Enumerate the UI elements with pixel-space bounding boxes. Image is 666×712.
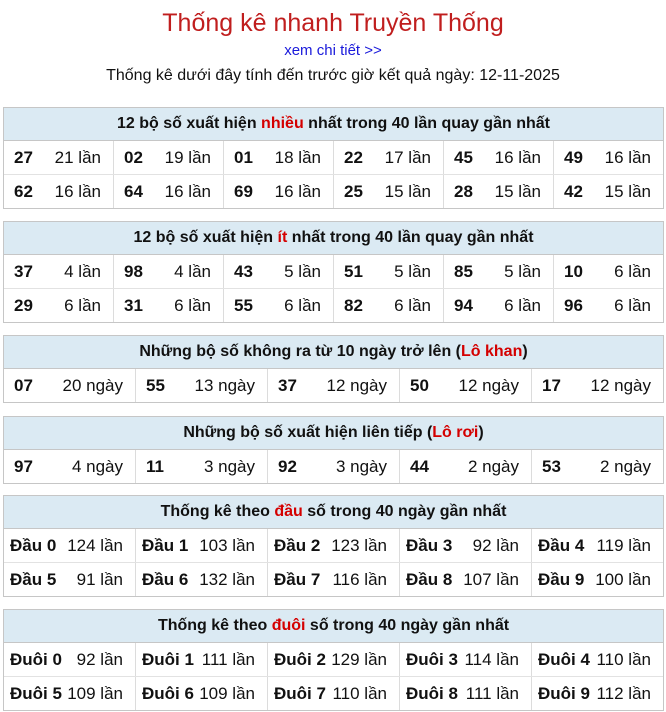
stat-number: 45 <box>454 147 473 167</box>
stat-count: 3 ngày <box>335 456 387 476</box>
section-header <box>4 417 663 450</box>
stat-count: 19 lần <box>164 147 211 167</box>
stat-count: 5 lần <box>504 261 541 281</box>
stat-number: 01 <box>234 147 253 167</box>
stat-count: 16 lần <box>54 181 101 201</box>
section-header <box>4 222 663 255</box>
stat-count: 110 lần <box>596 649 651 669</box>
stat-cell <box>4 529 135 562</box>
stat-cell <box>553 255 663 288</box>
stat-cell <box>443 289 553 322</box>
stat-cell <box>135 450 267 483</box>
stat-count: 91 lần <box>76 569 123 589</box>
stat-count: 4 lần <box>64 261 101 281</box>
stat-count: 109 lần <box>67 683 123 703</box>
stat-cell <box>4 289 113 322</box>
stat-cell <box>399 529 531 562</box>
stat-cell <box>531 643 663 676</box>
stat-number: 37 <box>278 375 297 395</box>
stat-number: Đuôi 6 <box>142 683 194 703</box>
stat-number: 96 <box>564 295 583 315</box>
stat-cell <box>4 175 113 208</box>
stat-cell <box>135 529 267 562</box>
stat-count: 109 lần <box>199 683 255 703</box>
stat-number: Đầu 7 <box>274 569 321 589</box>
stat-cell <box>553 289 663 322</box>
stat-cell <box>267 677 399 710</box>
duoi-stats-section <box>3 609 664 711</box>
stat-cell <box>4 255 113 288</box>
stat-cell <box>333 289 443 322</box>
section-title-highlight: đuôi <box>271 617 306 634</box>
stat-count: 100 lần <box>595 569 651 589</box>
stat-number: Đầu 8 <box>406 569 453 589</box>
stat-count: 6 lần <box>394 295 431 315</box>
section-title-part: 12 bộ số xuất hiện <box>117 115 262 132</box>
stat-count: 114 lần <box>464 649 519 669</box>
stat-count: 12 ngày <box>458 375 519 395</box>
stats-row <box>4 562 663 596</box>
stat-number: Đuôi 0 <box>10 649 62 669</box>
stats-row <box>4 369 663 402</box>
stat-cell <box>223 141 333 174</box>
stat-count: 6 lần <box>174 295 211 315</box>
stat-number: Đuôi 2 <box>274 649 326 669</box>
least-frequent-section <box>3 221 664 323</box>
stat-number: 50 <box>410 375 429 395</box>
section-header <box>4 336 663 369</box>
stat-number: 37 <box>14 261 33 281</box>
stat-count: 4 lần <box>174 261 211 281</box>
stat-number: Đầu 9 <box>538 569 585 589</box>
stat-number: Đuôi 5 <box>10 683 62 703</box>
stat-number: 31 <box>124 295 143 315</box>
most-frequent-section <box>3 107 664 209</box>
stat-count: 15 lần <box>494 181 541 201</box>
stat-cell <box>333 175 443 208</box>
stat-cell <box>399 563 531 596</box>
stat-count: 111 lần <box>201 649 255 669</box>
stat-count: 6 lần <box>284 295 321 315</box>
stat-count: 92 lần <box>76 649 123 669</box>
stat-count: 6 lần <box>614 261 651 281</box>
stat-count: 15 lần <box>384 181 431 201</box>
stat-count: 2 ngày <box>467 456 519 476</box>
stat-count: 6 lần <box>614 295 651 315</box>
stat-cell <box>4 563 135 596</box>
stat-number: 98 <box>124 261 143 281</box>
stat-count: 13 ngày <box>194 375 255 395</box>
section-title-part: ) <box>478 424 484 441</box>
stat-number: Đuôi 3 <box>406 649 458 669</box>
stat-count: 4 ngày <box>71 456 123 476</box>
stat-number: 92 <box>278 456 297 476</box>
stat-cell <box>267 450 399 483</box>
stat-number: 53 <box>542 456 561 476</box>
stats-row <box>4 288 663 322</box>
stat-cell <box>399 450 531 483</box>
stat-number: 10 <box>564 261 583 281</box>
section-title-part: nhất trong 40 lần quay gần nhất <box>303 115 550 132</box>
stat-count: 107 lần <box>463 569 519 589</box>
stat-count: 15 lần <box>604 181 651 201</box>
stat-cell <box>113 289 223 322</box>
lo-roi-section <box>3 416 664 484</box>
stat-count: 119 lần <box>596 535 651 555</box>
subtitle: Thống kê dưới đây tính đến trước giờ kết quả ngày: 12-11-2025 <box>106 67 560 84</box>
stat-cell <box>553 175 663 208</box>
stat-cell <box>531 563 663 596</box>
stat-count: 112 lần <box>596 683 651 703</box>
lo-khan-section <box>3 335 664 403</box>
section-title-highlight: đầu <box>274 503 303 520</box>
stat-count: 16 lần <box>164 181 211 201</box>
stat-cell <box>399 369 531 402</box>
stat-number: 55 <box>234 295 253 315</box>
section-title-part: Thống kê theo <box>160 503 275 520</box>
stat-cell <box>531 677 663 710</box>
stat-number: 11 <box>146 456 164 476</box>
stat-number: Đuôi 8 <box>406 683 458 703</box>
stats-row <box>4 643 663 676</box>
stat-cell <box>113 175 223 208</box>
stat-number: Đuôi 4 <box>538 649 590 669</box>
stat-number: 97 <box>14 456 33 476</box>
stat-number: 69 <box>234 181 253 201</box>
stat-number: Đầu 5 <box>10 569 57 589</box>
stat-number: 94 <box>454 295 473 315</box>
stat-number: 64 <box>124 181 143 201</box>
stat-count: 12 ngày <box>326 375 387 395</box>
stat-number: Đầu 2 <box>274 535 321 555</box>
stat-cell <box>4 369 135 402</box>
section-title-part: số trong 40 ngày gần nhất <box>302 503 507 520</box>
stat-cell <box>267 529 399 562</box>
stat-number: 42 <box>564 181 583 201</box>
stat-count: 17 lần <box>384 147 431 167</box>
stat-cell <box>531 529 663 562</box>
stats-row <box>4 141 663 174</box>
section-title-part: nhất trong 40 lần quay gần nhất <box>287 229 534 246</box>
stat-count: 123 lần <box>331 535 387 555</box>
stat-cell <box>553 141 663 174</box>
page-title: Thống kê nhanh Truyền Thống <box>162 9 504 37</box>
stat-cell <box>443 141 553 174</box>
stat-number: 17 <box>542 375 561 395</box>
stat-cell <box>223 255 333 288</box>
stat-count: 6 lần <box>504 295 541 315</box>
stat-count: 129 lần <box>331 649 387 669</box>
section-title-part: Thống kê theo <box>157 617 272 634</box>
stat-number: 62 <box>14 181 33 201</box>
stat-count: 5 lần <box>284 261 321 281</box>
section-title-part: ) <box>522 343 528 360</box>
stat-cell <box>443 255 553 288</box>
stat-number: 49 <box>564 147 583 167</box>
stat-number: 02 <box>124 147 143 167</box>
stats-row <box>4 255 663 288</box>
stat-cell <box>4 677 135 710</box>
stat-cell <box>531 369 663 402</box>
stat-number: 29 <box>14 295 33 315</box>
stat-cell <box>399 643 531 676</box>
section-title-part: 12 bộ số xuất hiện <box>133 229 278 246</box>
stat-number: Đầu 3 <box>406 535 453 555</box>
stat-count: 18 lần <box>274 147 321 167</box>
stat-cell <box>531 450 663 483</box>
stat-count: 21 lần <box>54 147 101 167</box>
stat-cell <box>135 369 267 402</box>
stat-count: 16 lần <box>494 147 541 167</box>
stat-cell <box>333 255 443 288</box>
stat-cell <box>4 450 135 483</box>
stat-count: 116 lần <box>332 569 387 589</box>
stat-count: 103 lần <box>199 535 255 555</box>
stat-count: 3 ngày <box>203 456 255 476</box>
section-title-highlight: Lô khan <box>461 343 523 360</box>
stat-count: 132 lần <box>199 569 255 589</box>
stat-cell <box>4 141 113 174</box>
stat-cell <box>135 677 267 710</box>
stat-count: 6 lần <box>64 295 101 315</box>
stat-cell <box>135 643 267 676</box>
stat-count: 16 lần <box>604 147 651 167</box>
stat-number: Đầu 0 <box>10 535 57 555</box>
stats-row <box>4 450 663 483</box>
stat-cell <box>267 643 399 676</box>
stat-number: 55 <box>146 375 165 395</box>
section-title-highlight: Lô rơi <box>432 424 479 441</box>
stat-cell <box>399 677 531 710</box>
stat-cell <box>4 643 135 676</box>
stat-number: 28 <box>454 181 473 201</box>
stat-count: 2 ngày <box>599 456 651 476</box>
stats-row <box>4 676 663 710</box>
stat-number: 07 <box>14 375 33 395</box>
section-header <box>4 496 663 529</box>
stat-count: 20 ngày <box>62 375 123 395</box>
stat-cell <box>135 563 267 596</box>
stat-cell <box>223 175 333 208</box>
stat-count: 16 lần <box>274 181 321 201</box>
dau-stats-section <box>3 495 664 597</box>
stat-count: 124 lần <box>67 535 123 555</box>
stats-row <box>4 529 663 562</box>
section-header <box>4 108 663 141</box>
stat-number: Đuôi 7 <box>274 683 326 703</box>
stats-row <box>4 174 663 208</box>
stat-number: Đuôi 9 <box>538 683 590 703</box>
stat-cell <box>267 563 399 596</box>
stat-number: 43 <box>234 261 253 281</box>
stat-cell <box>443 175 553 208</box>
stat-number: 27 <box>14 147 33 167</box>
stat-number: Đuôi 1 <box>142 649 194 669</box>
section-title-part: Những bộ số không ra từ 10 ngày trở lên ( <box>139 343 461 360</box>
stat-number: 25 <box>344 181 363 201</box>
stat-cell <box>333 141 443 174</box>
stat-number: 51 <box>344 261 363 281</box>
stat-number: 22 <box>344 147 363 167</box>
stat-cell <box>267 369 399 402</box>
stat-count: 12 ngày <box>590 375 651 395</box>
stat-number: Đầu 1 <box>142 535 189 555</box>
section-title-highlight: nhiều <box>261 115 304 132</box>
section-header <box>4 610 663 643</box>
stat-number: 82 <box>344 295 363 315</box>
stat-number: Đầu 4 <box>538 535 585 555</box>
stat-cell <box>223 289 333 322</box>
section-title-part: Những bộ số xuất hiện liên tiếp ( <box>183 424 433 441</box>
stat-number: Đầu 6 <box>142 569 189 589</box>
stat-cell <box>113 255 223 288</box>
stat-count: 110 lần <box>332 683 387 703</box>
detail-link[interactable]: xem chi tiết >> <box>284 42 382 59</box>
stat-number: 85 <box>454 261 473 281</box>
stat-number: 44 <box>410 456 429 476</box>
stat-count: 92 lần <box>472 535 519 555</box>
section-title-part: số trong 40 ngày gần nhất <box>305 617 510 634</box>
stat-count: 111 lần <box>465 683 519 703</box>
stat-count: 5 lần <box>394 261 431 281</box>
stat-cell <box>113 141 223 174</box>
section-title-highlight: ít <box>277 229 288 246</box>
